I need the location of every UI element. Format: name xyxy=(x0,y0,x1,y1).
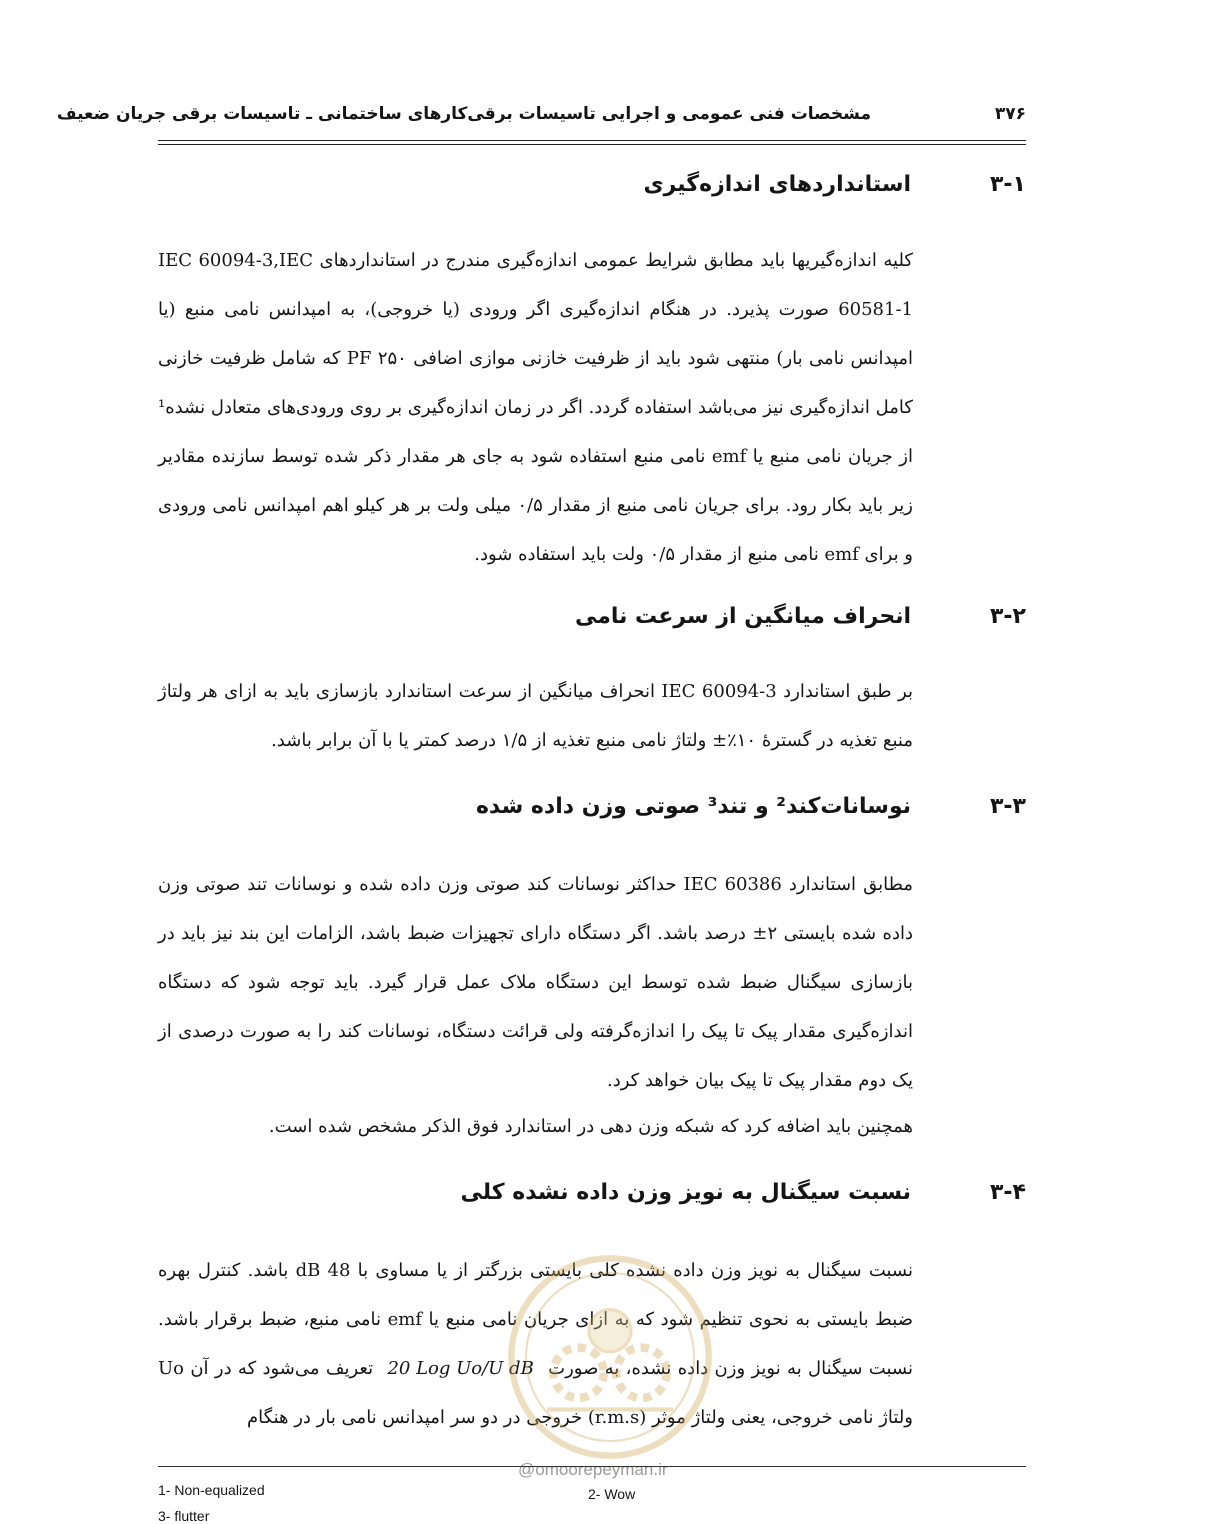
section-heading-3-4 xyxy=(158,1176,1026,1216)
paragraph-text: مطابق استاندارد IEC 60386 حداکثر نوسانات کند صوتی وزن داده شده و نوسانات تند صوتی وزن داده شده بایستی ۲± درصد باشد. اگر دستگاه دارای تجهیزات ضبط باشد، الزامات این بند نیز باید در بازسازی سیگنال ضبط شده توسط این دستگاه ملاک عمل قرار گیرد. باید توجه شود که دستگاه اندازه‌گیری مقدار پیک تا پیک را اندازه‌گرفته ولی قرائت دستگاه، نوسانات کند را به صورت درصدی از یک دوم مقدار پیک تا پیک بیان خواهد کرد. xyxy=(158,874,913,1091)
paragraph-text: کلیه اندازه‌گیریها باید مطابق شرایط عمومی اندازه‌گیری مندرج در استانداردهای IEC 60094-3,IEC 60581-1 صورت پذیرد. در هنگام اندازه‌گیری اگر ورودی (یا خروجی)، به امپدانس نامی منبع (یا امپدانس نامی بار) منتهی شود باید از ظرفیت خازنی موازی اضافی ۲۵۰ PF که شامل ظرفیت خازنی کامل اندازه‌گیری نیز می‌باشد استفاده گردد. اگر در زمان اندازه‌گیری بر روی ورودی‌های متعادل نشده¹ از جریان نامی منبع یا emf نامی منبع استفاده شود به جای هر مقدار ذکر شده توسط سازنده مقادیر زیر باید بکار رود. برای جریان نامی منبع از مقدار ۰/۵ میلی ولت بر هر کیلو اهم امپدانس نامی ورودی و برای emf نامی منبع از مقدار ۰/۵ ولت باید استفاده شود. xyxy=(158,250,913,565)
section-number: ۳-۳ xyxy=(990,794,1026,819)
running-header xyxy=(56,100,1026,136)
watermark-text: @omoorepeyman.ir xyxy=(518,1460,668,1479)
section-title: نوسانات‌کند² و تند³ صوتی وزن داده شده xyxy=(475,794,911,819)
section-number: ۳-۲ xyxy=(990,604,1026,629)
paragraph-3-2 xyxy=(158,667,913,765)
paragraph-3-1 xyxy=(158,236,913,579)
paragraph-text: بر طبق استاندارد IEC 60094-3 انحراف میانگین از سرعت استاندارد بازسازی باید به ازای هر ولتاژ منبع تغذیه در گسترهٔ ۱۰٪± ولتاژ نامی منبع تغذیه از ۱/۵ درصد کمتر یا با آن برابر باشد. xyxy=(158,681,913,751)
running-title: مشخصات فنی عمومی و اجرایی تاسیسات برقی‌کارهای ساختمانی ـ تاسیسات برقی جریان ضعیف xyxy=(56,104,871,124)
footnote-rule xyxy=(158,1466,1026,1467)
section-number: ۳-۴ xyxy=(990,1180,1026,1205)
paragraph-text-b: تعریف می‌شود که در آن Uo ولتاژ نامی خروجی، یعنی ولتاژ موثر (r.m.s) خروجی در دو سر امپدانس نامی بار در هنگام xyxy=(158,1358,913,1428)
section-title: نسبت سیگنال به نویز وزن داده نشده کلی xyxy=(460,1180,911,1205)
section-heading-3-2 xyxy=(158,600,1026,640)
watermark-seal-logo xyxy=(505,1252,715,1462)
paragraph-text-2: همچنین باید اضافه کرد که شبکه وزن دهی در استاندارد فوق الذکر مشخص شده است. xyxy=(268,1116,913,1137)
footnote-1: 1- Non-equalized xyxy=(158,1482,265,1498)
page-number: ۳۷۶ xyxy=(994,104,1026,124)
section-title: انحراف میانگین از سرعت نامی xyxy=(574,604,911,629)
footnote-3: 3- flutter xyxy=(158,1508,210,1524)
section-heading-3-1 xyxy=(158,168,1026,208)
header-rule xyxy=(158,140,1026,141)
header-rule-thin xyxy=(158,144,1026,145)
formula: 20 Log Uo/U dB xyxy=(387,1358,534,1379)
section-title: استانداردهای اندازه‌گیری xyxy=(643,172,911,197)
section-heading-3-3 xyxy=(158,790,1026,830)
footnote-2: 2- Wow xyxy=(588,1486,636,1502)
paragraph-text-a: نسبت سیگنال به نویز وزن داده نشده کلی بایستی بزرگتر از یا مساوی با 48 dB باشد. کنترل بهره ضبط بایستی به نحوی تنظیم شود که به ازای جریان نامی منبع یا emf نامی منبع، ضبط برقرار باشد. نسبت سیگنال به نویز وزن داده نشده، به صورت xyxy=(158,1260,913,1379)
section-number: ۳-۱ xyxy=(990,172,1026,197)
paragraph-3-3 xyxy=(158,860,913,1149)
